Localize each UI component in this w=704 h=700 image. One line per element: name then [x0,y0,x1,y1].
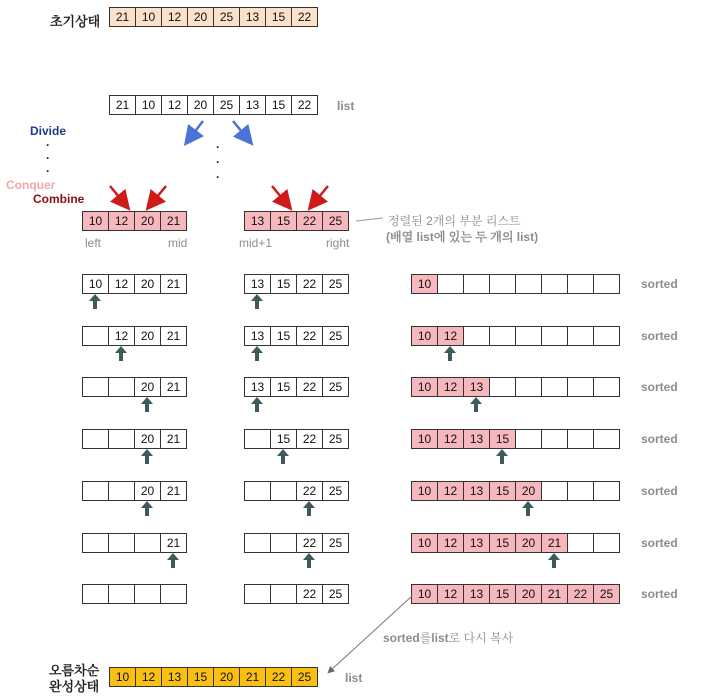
left-index-label: left [85,236,102,250]
copy-note-list: list [431,631,449,645]
array-cell: 21 [109,7,136,27]
note-pointer-line [356,218,383,221]
array-cell: 10 [82,211,109,231]
copy-note-particle1: 를 [419,631,432,645]
array-cell: 20 [515,533,542,553]
array-cell: 10 [109,667,136,687]
array-cell: 20 [515,481,542,501]
array-cell: 21 [239,667,266,687]
array-cell: 15 [265,7,292,27]
array-cell: 13 [239,7,266,27]
dot-mid-3: · [216,170,220,184]
array-cell: 22 [291,7,318,27]
sorted-label: sorted [641,536,678,550]
array-cell: 12 [161,7,188,27]
array-cell: 21 [541,584,568,604]
array-cell: 20 [134,326,161,346]
combine-arrow-4 [314,186,328,203]
array-cell: 10 [135,7,162,27]
array-cell: 13 [463,533,490,553]
array-cell: 25 [213,7,240,27]
list-label: list [337,99,355,113]
sorted-label: sorted [641,587,678,601]
sorted-label: sorted [641,432,678,446]
array-cell: 21 [160,211,187,231]
array-cell: 22 [296,533,323,553]
array-cell: 22 [567,584,594,604]
array-cell: 22 [296,481,323,501]
array-cell: 10 [411,326,438,346]
sorted-label: sorted [641,380,678,394]
array-cell: 15 [265,95,292,115]
array-cell: 13 [239,95,266,115]
array-cell: 20 [134,377,161,397]
array-cell: 12 [135,667,162,687]
array-cell: 22 [296,211,323,231]
dot-mid-2: · [216,155,220,169]
array-cell: 22 [291,95,318,115]
dot-mid-1: · [216,140,220,154]
array-cell: 10 [411,481,438,501]
array-cell: 21 [160,429,187,449]
array-cell: 15 [270,326,297,346]
divide-arrow-right [233,121,247,138]
array-cell: 13 [463,481,490,501]
dot-left-1: · [46,138,50,152]
array-cell: 15 [489,429,516,449]
sorted-label: sorted [641,329,678,343]
conquer-label: Conquer [6,178,56,192]
array-cell: 20 [515,584,542,604]
combine-label: Combine [33,192,85,206]
array-cell: 22 [296,377,323,397]
array-cell: 15 [270,211,297,231]
array-cell: 20 [134,481,161,501]
array-cell: 15 [270,274,297,294]
array-cell: 22 [296,429,323,449]
copy-note-rest: 로 다시 복사 [448,631,514,645]
array-cell: 12 [437,377,464,397]
array-cell: 20 [134,274,161,294]
array-cell: 13 [244,274,271,294]
array-cell: 21 [160,326,187,346]
array-cell: 10 [135,95,162,115]
array-cell: 13 [463,429,490,449]
array-cell: 22 [296,584,323,604]
array-cell: 12 [437,584,464,604]
array-cell: 12 [437,533,464,553]
array-cell: 13 [244,377,271,397]
copy-back-arrow [330,596,412,671]
array-cell: 20 [187,7,214,27]
array-cell: 13 [244,326,271,346]
array-cell: 25 [322,533,349,553]
array-cell: 25 [322,584,349,604]
initial-state-label: 초기상태 [50,14,101,29]
dot-left-2: · [46,151,50,165]
array-cell: 10 [411,377,438,397]
final-list-label: list [345,671,363,685]
array-cell: 12 [108,274,135,294]
array-cell: 25 [213,95,240,115]
array-cell: 12 [437,326,464,346]
sorted-label: sorted [641,484,678,498]
array-cell: 21 [541,533,568,553]
array-cell: 25 [593,584,620,604]
array-cell: 20 [213,667,240,687]
mid-plus-one-index-label: mid+1 [239,236,273,250]
array-cell: 12 [161,95,188,115]
array-cell: 10 [82,274,109,294]
divide-label: Divide [30,124,67,138]
array-cell: 13 [161,667,188,687]
dot-left-3: · [46,164,50,178]
array-cell: 22 [265,667,292,687]
array-cell: 20 [187,95,214,115]
array-cell: 10 [411,429,438,449]
array-cell: 12 [437,429,464,449]
array-cell: 12 [108,211,135,231]
array-cell: 21 [160,274,187,294]
array-cell: 15 [270,429,297,449]
array-cell: 13 [244,211,271,231]
array-cell: 10 [411,584,438,604]
final-state-label-line1: 오름차순 [49,663,100,678]
array-cell: 22 [296,326,323,346]
combine-arrow-3 [272,186,286,203]
array-cell: 25 [322,377,349,397]
array-cell: 13 [463,377,490,397]
array-cell: 15 [489,481,516,501]
array-cell: 20 [134,429,161,449]
array-cell: 10 [411,274,438,294]
divide-arrow-left [190,121,203,138]
array-cell: 20 [134,211,161,231]
sorted-sublists-note: 정렬된 2개의 부분 리스트 [388,214,521,228]
array-cell: 15 [187,667,214,687]
array-cell: 21 [160,481,187,501]
array-cell: 21 [160,533,187,553]
array-cell: 12 [108,326,135,346]
array-cell: 21 [109,95,136,115]
array-cell: 15 [270,377,297,397]
combine-arrow-2 [152,186,166,203]
combine-arrow-1 [110,186,124,203]
array-cell: 25 [322,429,349,449]
array-cell: 25 [322,211,349,231]
array-cell: 25 [322,481,349,501]
array-cell: 25 [322,326,349,346]
array-cell: 22 [296,274,323,294]
final-state-label-line2: 완성상태 [49,679,100,694]
array-cell: 15 [489,533,516,553]
array-cell: 21 [160,377,187,397]
array-cell: 10 [411,533,438,553]
array-cell: 25 [322,274,349,294]
array-cell: 15 [489,584,516,604]
sorted-label: sorted [641,277,678,291]
copy-note-sorted: sorted [383,631,420,645]
array-cell: 12 [437,481,464,501]
mid-index-label: mid [168,236,188,250]
array-cell: 25 [291,667,318,687]
array-cell: 13 [463,584,490,604]
sorted-sublists-note-detail: (배열 list에 있는 두 개의 list) [386,230,539,244]
right-index-label: right [326,236,350,250]
